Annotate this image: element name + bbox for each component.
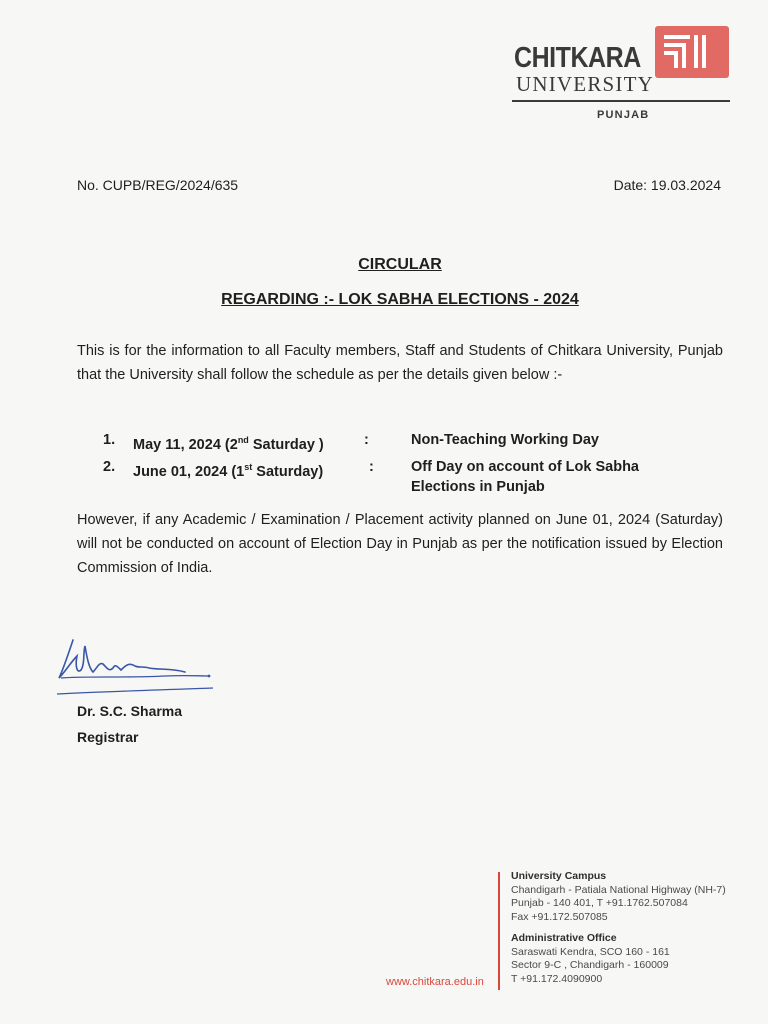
- office-address: Administrative Office Saraswati Kendra, SCO 160 - 161 Sector 9-C , Chandigarh - 160009 T +91.172.4090900: [511, 932, 670, 985]
- schedule-date: May 11, 2024 (2nd Saturday ): [133, 435, 324, 453]
- schedule-description: Off Day on account of Lok Sabha Elections in Punjab: [411, 459, 639, 495]
- logo-divider: [512, 100, 730, 102]
- schedule-colon: :: [364, 432, 369, 448]
- document-subject: REGARDING :- LOK SABHA ELECTIONS - 2024: [221, 291, 579, 308]
- letterhead-footer: [386, 868, 746, 996]
- logo-region: PUNJAB: [597, 109, 650, 121]
- footer-divider: [498, 872, 500, 990]
- note-paragraph: However, if any Academic / Examination / Placement activity planned on June 01, 2024 (Saturday) will not be conducted on account of Election Day in Punjab as per the notification issued by Election Commission of India.: [77, 512, 723, 576]
- schedule-colon: :: [369, 459, 374, 475]
- logo-mark-icon: [655, 26, 729, 78]
- handwritten-signature: [55, 632, 215, 698]
- reference-number: No. CUPB/REG/2024/635: [77, 177, 239, 193]
- intro-paragraph: This is for the information to all Faculty members, Staff and Students of Chitkara University, Punjab that the University shall follow the schedule as per the details given below :-: [77, 343, 723, 383]
- schedule-date: June 01, 2024 (1st Saturday): [133, 462, 324, 480]
- website-link[interactable]: www.chitkara.edu.in: [386, 976, 484, 988]
- schedule-description: Non-Teaching Working Day: [411, 432, 599, 448]
- university-logo: [512, 26, 730, 100]
- logo-subtitle: UNIVERSITY: [516, 72, 654, 96]
- logo-wordmark: CHITKARA: [514, 42, 641, 74]
- signatory-title: Registrar: [77, 729, 139, 745]
- signatory-name: Dr. S.C. Sharma: [77, 703, 183, 719]
- schedule-number: 2.: [103, 459, 116, 475]
- document-title: CIRCULAR: [358, 256, 442, 273]
- circular-date: Date: 19.03.2024: [613, 177, 721, 193]
- signatory: [77, 698, 182, 750]
- schedule-number: 1.: [103, 432, 116, 448]
- campus-address: University Campus Chandigarh - Patiala National Highway (NH-7) Punjab - 140 401, T +91.1762.507084 Fax +91.172.507085: [511, 870, 726, 923]
